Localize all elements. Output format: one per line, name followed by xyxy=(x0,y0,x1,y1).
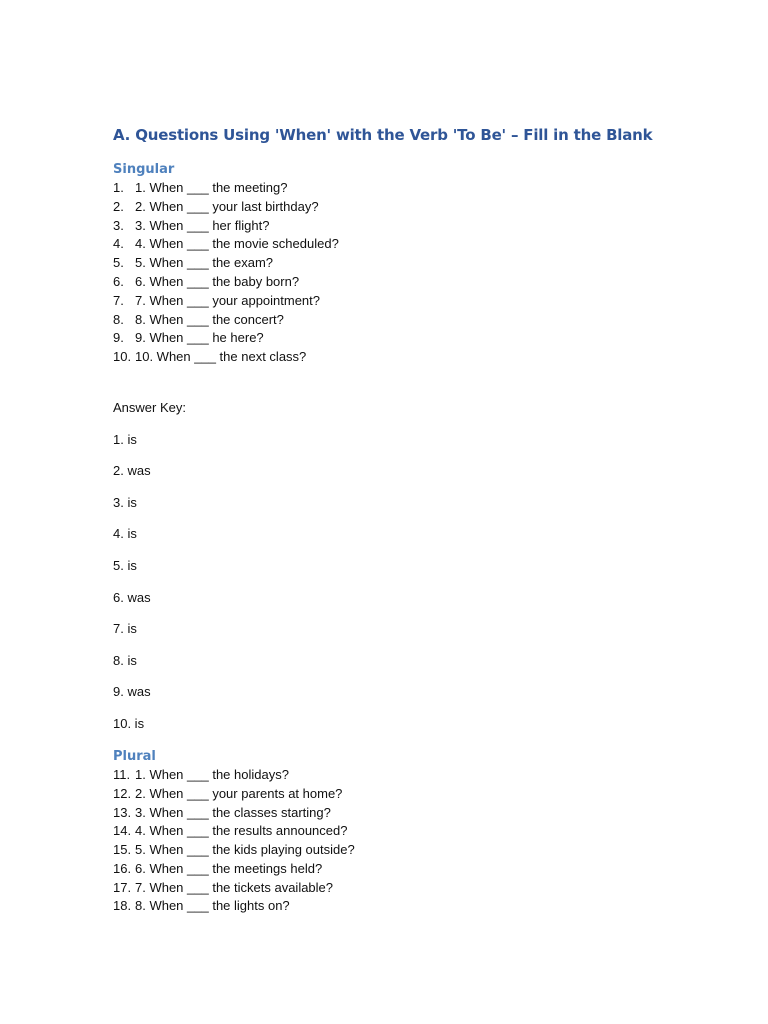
list-item-text: 4. When ___ the results announced? xyxy=(135,823,348,839)
list-item xyxy=(113,841,733,860)
list-item-number: 18. xyxy=(113,898,132,914)
list-item xyxy=(113,179,733,198)
list-item-text: 2. When ___ your last birthday? xyxy=(135,198,319,214)
list-item xyxy=(113,311,733,330)
answer-item: 4. is xyxy=(113,526,137,542)
answer-item: 2. was xyxy=(113,463,151,479)
document-title: A. Questions Using 'When' with the Verb 'To Be' – Fill in the Blank xyxy=(113,126,653,144)
singular-heading: Singular xyxy=(113,162,175,177)
list-item-number: 11. xyxy=(113,766,131,782)
list-item-number: 16. xyxy=(113,860,132,876)
list-item-number: 9. xyxy=(113,330,124,346)
plural-heading: Plural xyxy=(113,748,156,764)
document-content xyxy=(113,124,733,916)
answer-item: 7. is xyxy=(113,621,137,637)
list-item-text: 7. When ___ the tickets available? xyxy=(135,879,334,895)
list-item-number: 8. xyxy=(113,311,124,327)
list-item-number: 10. xyxy=(113,349,132,365)
answer-item: 9. was xyxy=(113,684,151,700)
answer-item: 6. was xyxy=(113,589,151,605)
list-item xyxy=(113,254,733,273)
list-item-text: 1. When ___ the holidays? xyxy=(135,766,289,782)
answer-item: 5. is xyxy=(113,557,137,573)
list-item xyxy=(113,329,733,348)
list-item-number: 6. xyxy=(113,273,124,289)
list-item xyxy=(113,766,733,785)
answer-item: 10. is xyxy=(113,715,145,731)
list-item xyxy=(113,348,733,367)
list-item-number: 4. xyxy=(113,236,124,252)
list-item xyxy=(113,804,733,823)
list-item xyxy=(113,860,733,879)
list-item-text: 6. When ___ the meetings held? xyxy=(135,860,323,876)
list-item-text: 10. When ___ the next class? xyxy=(135,349,307,365)
singular-question-list xyxy=(113,179,733,367)
list-item xyxy=(113,217,733,236)
answer-item: 1. is xyxy=(113,431,137,447)
list-item-number: 7. xyxy=(113,292,124,308)
answer-key-label: Answer Key: xyxy=(113,399,186,415)
list-item-text: 1. When ___ the meeting? xyxy=(135,180,288,195)
list-item-text: 5. When ___ the kids playing outside? xyxy=(135,842,355,858)
list-item-text: 6. When ___ the baby born? xyxy=(135,273,300,289)
list-item-text: 2. When ___ your parents at home? xyxy=(135,785,343,801)
list-item-number: 3. xyxy=(113,217,124,233)
list-item xyxy=(113,879,733,898)
list-item-text: 8. When ___ the lights on? xyxy=(135,898,290,914)
list-item xyxy=(113,273,733,292)
list-item-text: 5. When ___ the exam? xyxy=(135,255,274,271)
answer-key-list xyxy=(113,431,733,733)
list-item-text: 8. When ___ the concert? xyxy=(135,311,284,327)
list-item-number: 2. xyxy=(113,198,124,214)
list-item-text: 4. When ___ the movie scheduled? xyxy=(135,236,339,252)
list-item-text: 9. When ___ he here? xyxy=(135,330,264,346)
list-item-text: 3. When ___ the classes starting? xyxy=(135,804,331,820)
answer-item: 8. is xyxy=(113,652,137,668)
list-item-number: 14. xyxy=(113,823,132,839)
list-item xyxy=(113,198,733,217)
plural-question-list xyxy=(113,766,733,916)
list-item xyxy=(113,292,733,311)
list-item-number: 15. xyxy=(113,842,132,858)
list-item xyxy=(113,235,733,254)
list-item-number: 1. xyxy=(113,180,124,195)
list-item xyxy=(113,897,733,916)
list-item-text: 3. When ___ her flight? xyxy=(135,217,270,233)
list-item-number: 12. xyxy=(113,785,132,801)
list-item-text: 7. When ___ your appointment? xyxy=(135,292,321,308)
list-item-number: 17. xyxy=(113,879,132,895)
list-item xyxy=(113,785,733,804)
list-item-number: 5. xyxy=(113,255,124,271)
list-item xyxy=(113,822,733,841)
answer-item: 3. is xyxy=(113,494,137,510)
list-item-number: 13. xyxy=(113,804,132,820)
